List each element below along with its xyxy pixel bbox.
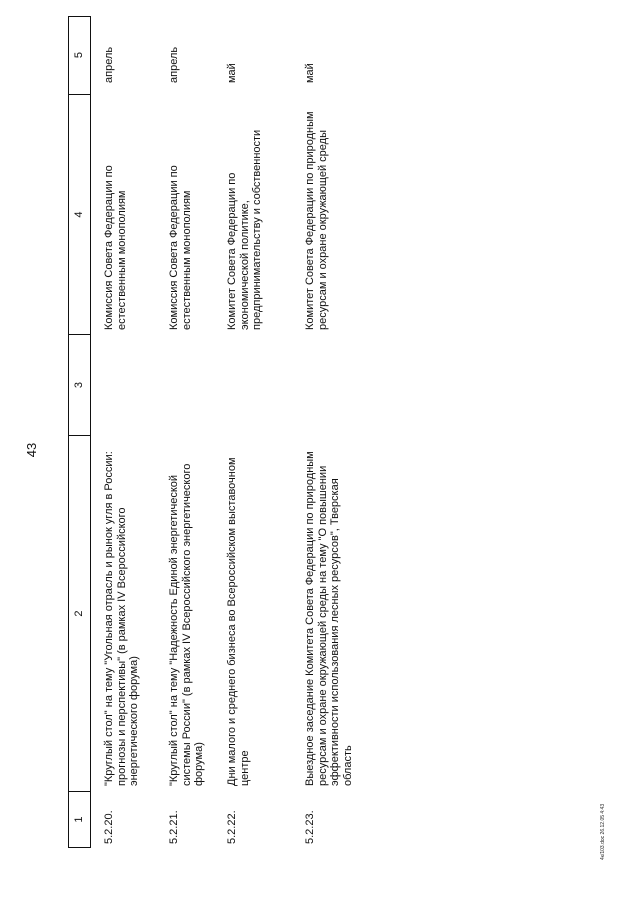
column-header-2: 2 bbox=[69, 435, 90, 791]
page-number: 43 bbox=[24, 442, 39, 458]
column-header-3: 3 bbox=[69, 334, 90, 435]
column-header-4: 4 bbox=[69, 94, 90, 334]
row-number: 5.2.23. bbox=[304, 810, 316, 844]
plan-table bbox=[68, 16, 384, 848]
column-header-1: 1 bbox=[69, 791, 90, 847]
table-row bbox=[103, 16, 168, 848]
table-row bbox=[168, 16, 226, 848]
event-date: апрель bbox=[168, 46, 180, 83]
row-number: 5.2.22. bbox=[226, 810, 238, 844]
responsible-body: Комиссия Совета Федерации по естественным монополиям bbox=[103, 165, 128, 330]
row-number: 5.2.21. bbox=[168, 810, 180, 844]
event-description: Выездное заседание Комитета Совета Федерации по природным ресурсам и охране окружающей среды на тему "О повышении эффективности использования лесных ресурсов", Тверская область bbox=[304, 451, 354, 786]
responsible-body: Комитет Совета Федерации по экономической политике, предпринимательству и собственности bbox=[226, 129, 263, 330]
event-description: Дни малого и среднего бизнеса во Всероссийском выставочном центре bbox=[226, 457, 251, 786]
table-row bbox=[304, 16, 384, 848]
column-header-5: 5 bbox=[73, 51, 85, 59]
footer-file-code: 4к/103.doc 26.12.05 4:43 bbox=[600, 803, 606, 860]
event-date: май bbox=[226, 63, 238, 83]
responsible-body: Комиссия Совета Федерации по естественным монополиям bbox=[168, 165, 193, 330]
row-number: 5.2.20. bbox=[103, 810, 115, 844]
event-date: апрель bbox=[103, 46, 115, 83]
event-description: "Круглый стол" на тему "Надежность Единой энергетической системы России" (в рамках IV Всероссийского энергетического форума) bbox=[168, 463, 205, 786]
column-header-row bbox=[68, 16, 91, 848]
responsible-body: Комитет Совета Федерации по природным ресурсам и охране окружающей среды bbox=[304, 111, 329, 330]
event-date: май bbox=[304, 63, 316, 83]
event-description: "Круглый стол" на тему "Угольная отрасль и рынок угля в России: прогнозы и перспективы" (в рамках IV Всероссийского энергетического форума) bbox=[103, 451, 140, 786]
table-row bbox=[226, 16, 304, 848]
